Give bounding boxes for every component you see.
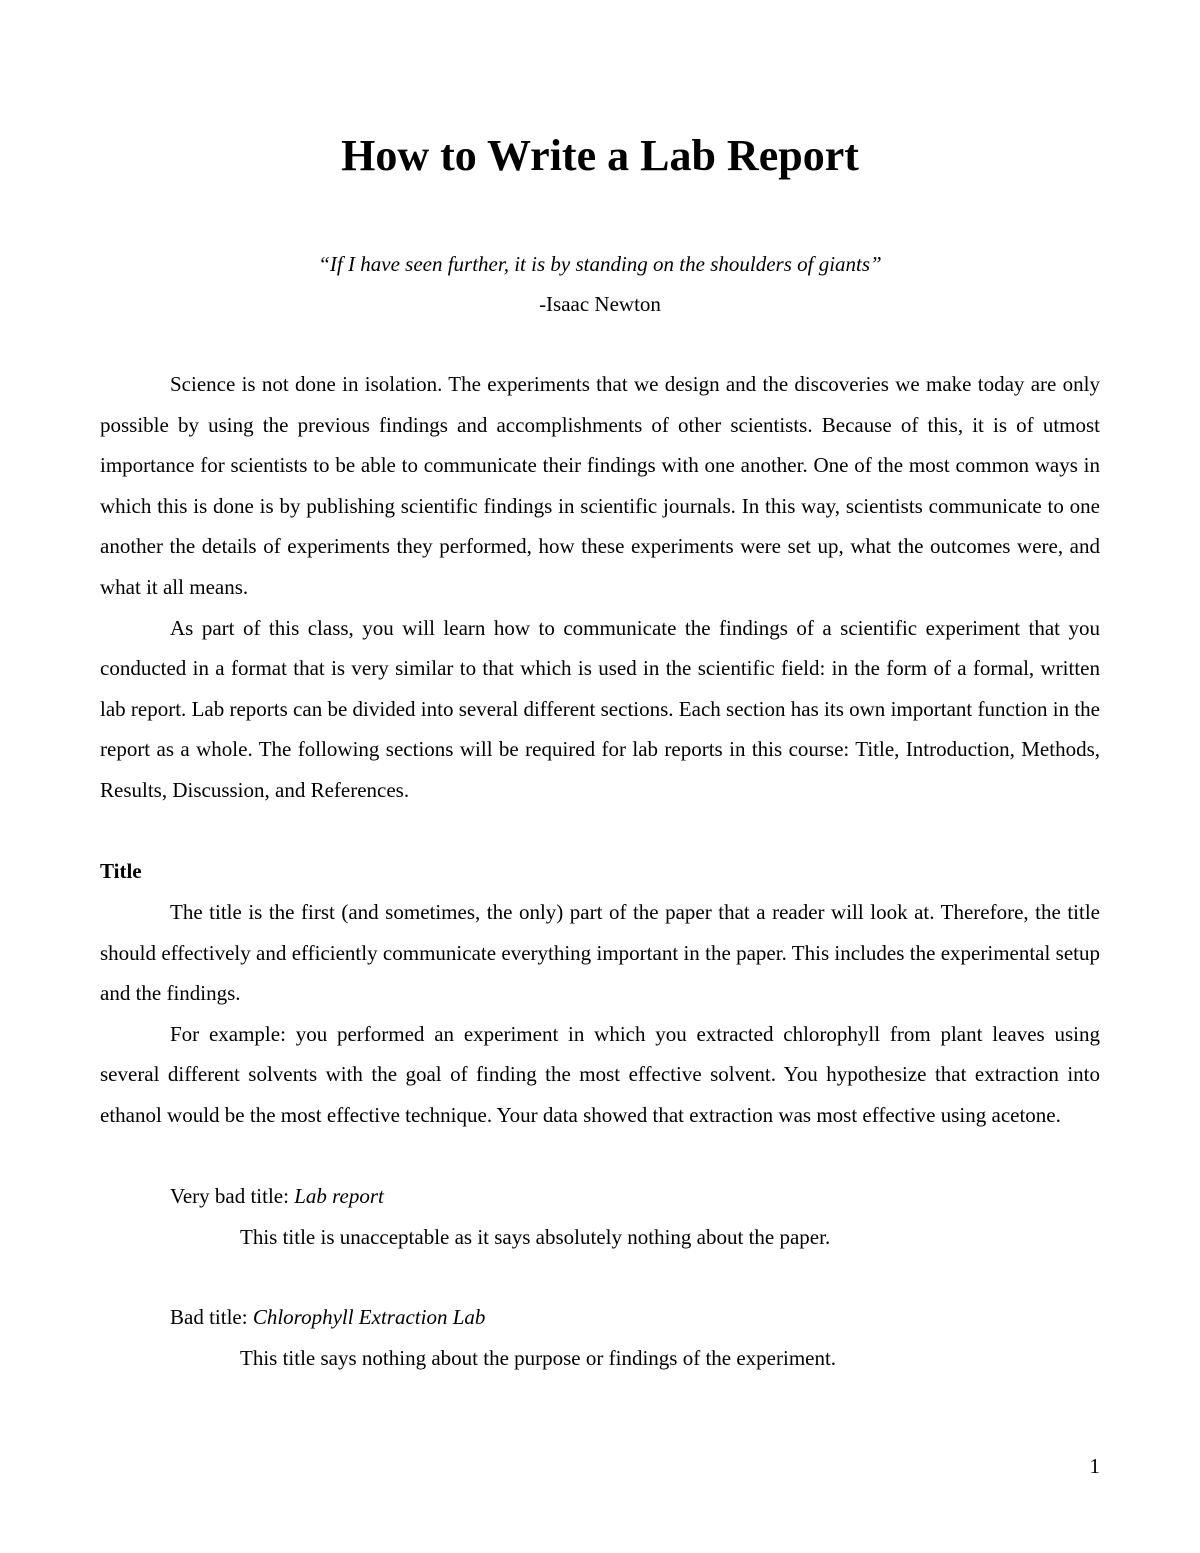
example-very-bad-title: [170, 1181, 384, 1211]
example-comment: This title says nothing about the purpose or findings of the experiment.: [240, 1346, 837, 1370]
intro-paragraph: As part of this class, you will learn how to communicate the findings of a scientific experiment that you conducted in a format that is very similar to that which is used in the scientific field: in the form of a formal, written lab report. Lab reports can be divided into several different sections. Each section has its own important function in the report as a whole. The following sections will be required for lab reports in this course: Title, Introduction, Methods, Results, Discussion, and References.: [100, 615, 1100, 802]
example-comment: This title is unacceptable as it says absolutely nothing about the paper.: [240, 1225, 831, 1249]
document-title: How to Write a Lab Report: [341, 131, 859, 180]
epigraph-author: -Isaac Newton: [539, 292, 661, 316]
epigraph-quote: “If I have seen further, it is by standing on the shoulders of giants”: [318, 252, 882, 276]
intro-paragraph: Science is not done in isolation. The experiments that we design and the discoveries we make today are only possible by using the previous findings and accomplishments of other scientists. Because of this, it is of utmost importance for scientists to be able to communicate their findings with one another. One of the most common ways in which this is done is by publishing scientific findings in scientific journals. In this way, scientists communicate to one another the details of experiments they performed, how these experiments were set up, what the outcomes were, and what it all means.: [100, 372, 1100, 599]
example-label: Very bad title:: [170, 1184, 295, 1208]
example-bad-title: [170, 1302, 485, 1332]
example-title-text: Chlorophyll Extraction Lab: [252, 1305, 486, 1329]
intro-section: [100, 364, 1100, 811]
title-section-body: [100, 892, 1100, 1136]
example-title-text: Lab report: [294, 1184, 384, 1208]
example-label: Bad title:: [170, 1305, 253, 1329]
section-paragraph: The title is the first (and sometimes, the only) part of the paper that a reader will look at. Therefore, the title should effectively and efficiently communicate everything important in the paper. This includes the experimental setup and the findings.: [100, 900, 1100, 1006]
section-paragraph: For example: you performed an experiment in which you extracted chlorophyll from plant leaves using several different solvents with the goal of finding the most effective solvent. You hypothesize that extraction into ethanol would be the most effective technique. Your data showed that extraction was most effective using acetone.: [100, 1021, 1100, 1127]
section-heading-title: Title: [100, 859, 142, 883]
page-number: 1: [1089, 1454, 1100, 1478]
